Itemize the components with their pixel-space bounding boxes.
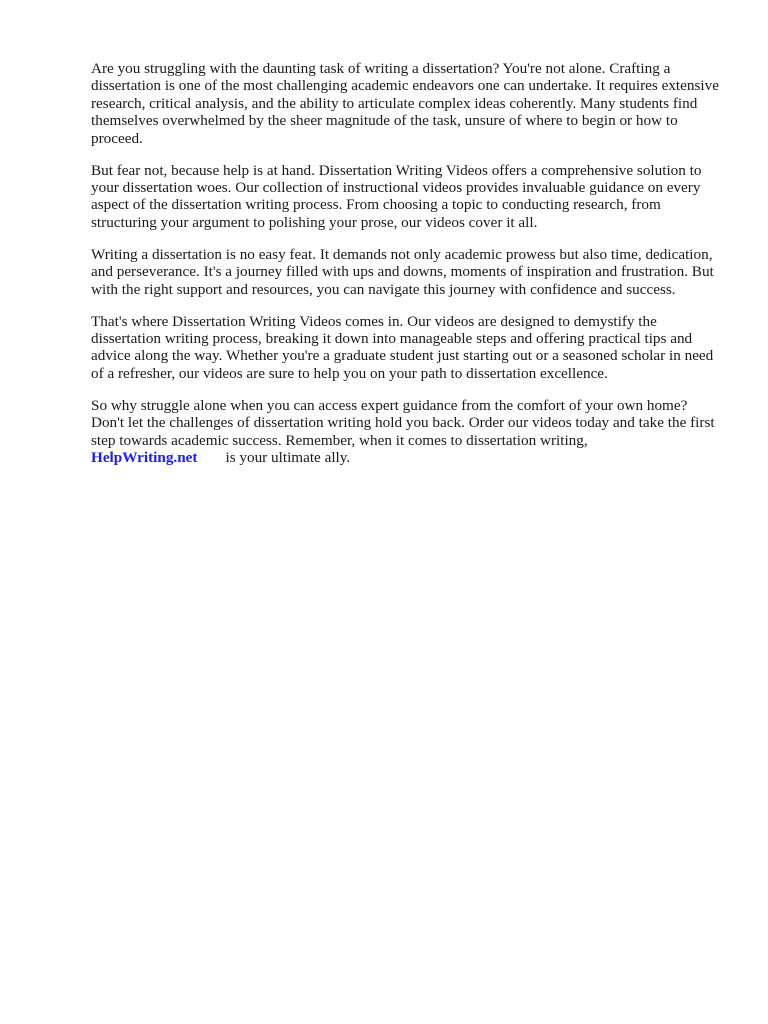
paragraph-challenge: Writing a dissertation is no easy feat. It demands not only academic prowess but also time, dedication, and perseverance. It's a journey filled with ups and downs, moments of inspiration and frustration. But with the right support and resources, you can navigate this journey with confidence and success. <box>91 245 714 298</box>
paragraph-intro: Are you struggling with the daunting task of writing a dissertation? You're not alone. Crafting a dissertation is one of the most challenging academic endeavors one can undertake. It requires extensive research, critical analysis, and the ability to articulate complex ideas coherently. Many students find themselves overwhelmed by the sheer magnitude of the task, unsure of where to begin or how to proceed. <box>91 60 719 147</box>
document-body <box>91 60 721 481</box>
helpwriting-link[interactable]: HelpWriting.net <box>91 449 198 467</box>
paragraph-solution: But fear not, because help is at hand. Dissertation Writing Videos offers a comprehensive solution to your dissertation woes. Our collection of instructional videos provides invaluable guidance on every aspect of the dissertation writing process. From choosing a topic to conducting research, from structuring your argument to polishing your prose, our videos cover it all. <box>91 161 702 231</box>
paragraph-videos: That's where Dissertation Writing Videos comes in. Our videos are designed to demystify the dissertation writing process, breaking it down into manageable steps and offering practical tips and advice along the way. Whether you're a graduate student just starting out or a seasoned scholar in need of a refresher, our videos are sure to help you on your path to dissertation excellence. <box>91 312 714 382</box>
closing-text: So why struggle alone when you can access expert guidance from the comfort of your own home? Don't let the challenges of dissertation writing hold you back. Order our videos today and take the first step towards academic success. Remember, when it comes to dissertation writing, <box>91 396 715 449</box>
paragraph-closing <box>91 397 721 467</box>
closing-suffix: is your ultimate ally. <box>225 449 351 467</box>
